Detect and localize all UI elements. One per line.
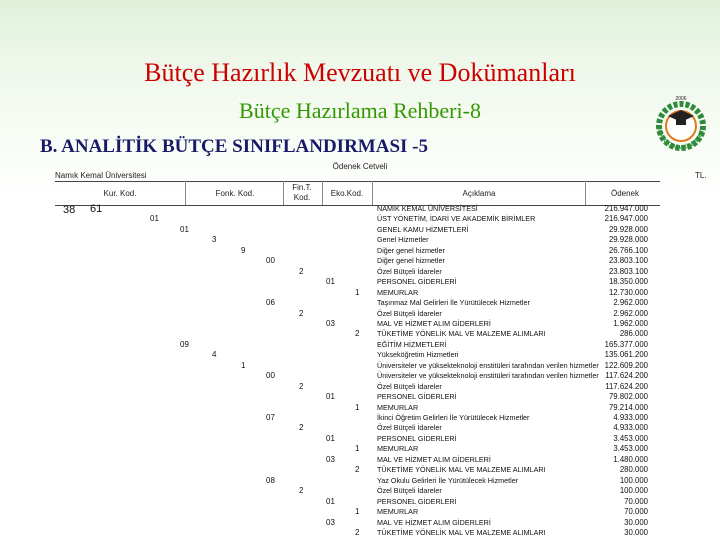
row-description: MAL VE HİZMET ALIM GİDERLERİ xyxy=(377,454,491,464)
row-description: PERSONEL GİDERLERİ xyxy=(377,496,457,506)
row-description: Üniversiteler ve yüksekteknoloji enstitüleri tarafından verilen hizmetler xyxy=(377,371,599,381)
header-kur-kod: Kur. Kod. xyxy=(103,189,137,198)
row-amount: 23.803.100 xyxy=(608,256,648,266)
row-amount: 100.000 xyxy=(619,486,648,496)
eko-code-1: 03 xyxy=(326,318,335,328)
row-description: Genel Hizmetler xyxy=(377,235,429,245)
row-description: Özel Bütçeli İdareler xyxy=(377,381,442,391)
row-description: Taşınmaz Mal Gelirleri İle Yürütülecek Hizmetler xyxy=(377,298,530,308)
eko-code-2: 1 xyxy=(355,507,360,517)
row-description: PERSONEL GİDERLERİ xyxy=(377,392,457,402)
row-description: Diğer genel hizmetler xyxy=(377,245,445,255)
row-amount: 1.962.000 xyxy=(613,318,648,328)
university-logo xyxy=(648,86,714,166)
kurum-code-3: 01 xyxy=(150,214,159,224)
row-amount: 4.933.000 xyxy=(613,423,648,433)
fonk-code-2: 4 xyxy=(212,350,217,360)
eko-code-1: 01 xyxy=(326,277,335,287)
row-description: TÜKETİME YÖNELİK MAL VE MALZEME ALIMLARI xyxy=(377,465,546,475)
fonk-code-4: 00 xyxy=(266,256,275,266)
row-amount: 29.928.000 xyxy=(608,224,648,234)
row-description: NAMIK KEMAL ÜNİVERSİTESİ xyxy=(377,204,478,213)
fonk-code-1: 09 xyxy=(180,339,189,349)
eko-code-1: 01 xyxy=(326,496,335,506)
row-description: Özel Bütçeli İdareler xyxy=(377,266,442,276)
slide-title: Bütçe Hazırlık Mevzuatı ve Dokümanları xyxy=(144,58,576,87)
kurum-code-1: 38 xyxy=(63,204,76,216)
slide-subtitle: Bütçe Hazırlama Rehberi-8 xyxy=(239,98,481,123)
eko-code-2: 1 xyxy=(355,402,360,412)
row-description: Özel Bütçeli İdareler xyxy=(377,308,442,318)
row-description: İkinci Öğretim Gelirleri İle Yürütülecek Hizmetler xyxy=(377,413,530,422)
logo-text: NAMIK KEMAL ÜNİVERSİT xyxy=(655,125,706,152)
row-amount: 1.480.000 xyxy=(613,454,648,464)
logo-year: 2006 xyxy=(675,96,687,102)
fonk-code-4: 00 xyxy=(266,371,275,381)
row-amount: 3.453.000 xyxy=(613,433,648,443)
row-amount: 4.933.000 xyxy=(613,413,648,422)
row-description: MEMURLAR xyxy=(377,402,419,412)
row-amount: 18.350.000 xyxy=(608,277,648,287)
row-amount: 30.000 xyxy=(624,517,648,527)
row-amount: 286.000 xyxy=(619,329,648,339)
header-bottom-rule xyxy=(55,205,660,206)
row-amount: 30.000 xyxy=(624,527,648,537)
row-amount: 135.061.200 xyxy=(604,350,648,360)
row-description: Üniversiteler ve yüksekteknoloji enstitüleri tarafından verilen hizmetler xyxy=(377,360,599,370)
row-description: MEMURLAR xyxy=(377,287,419,297)
section-title: B. ANALİTİK BÜTÇE SINIFLANDIRMASI -5 xyxy=(40,136,428,157)
row-amount: 2.962.000 xyxy=(613,298,648,308)
row-amount: 280.000 xyxy=(619,465,648,475)
eko-code-2: 1 xyxy=(355,444,360,454)
row-amount: 70.000 xyxy=(624,496,648,506)
fonk-code-4: 07 xyxy=(266,413,275,422)
fin-code: 2 xyxy=(299,381,304,391)
fonk-code-2: 3 xyxy=(212,235,217,245)
row-description: GENEL KAMU HİZMETLERİ xyxy=(377,224,469,234)
header-aciklama: Açıklama xyxy=(462,189,496,198)
eko-code-1: 03 xyxy=(326,454,335,464)
eko-code-2: 2 xyxy=(355,329,360,339)
row-amount: 117.624.200 xyxy=(605,381,648,391)
row-amount: 216.947.000 xyxy=(604,204,648,213)
fonk-code-3: 9 xyxy=(241,245,246,255)
row-description: Yaz Okulu Gelirleri İle Yürütülecek Hizmetler xyxy=(377,475,519,485)
row-description: MEMURLAR xyxy=(377,507,419,517)
row-description: TÜKETİME YÖNELİK MAL VE MALZEME ALIMLARI xyxy=(377,527,546,537)
row-amount: 26.766.100 xyxy=(608,245,648,255)
row-amount: 165.377.000 xyxy=(604,339,648,349)
header-top-rule xyxy=(55,181,660,182)
fin-code: 2 xyxy=(299,266,304,276)
row-description: PERSONEL GİDERLERİ xyxy=(377,433,457,443)
currency-label: TL. xyxy=(695,171,707,180)
row-description: EĞİTİM HİZMETLERİ xyxy=(377,339,447,349)
fonk-code-1: 01 xyxy=(180,224,189,234)
row-description: MEMURLAR xyxy=(377,444,419,454)
row-description: TÜKETİME YÖNELİK MAL VE MALZEME ALIMLARI xyxy=(377,329,546,339)
row-amount: 29.928.000 xyxy=(608,235,648,245)
header-eko-kod: Eko.Kod. xyxy=(330,189,364,198)
column-divider xyxy=(372,181,373,205)
fin-code: 2 xyxy=(299,423,304,433)
fin-code: 2 xyxy=(299,486,304,496)
row-amount: 23.803.100 xyxy=(608,266,648,276)
row-amount: 70.000 xyxy=(624,507,648,517)
eko-code-1: 01 xyxy=(326,392,335,402)
column-divider xyxy=(585,181,586,205)
row-amount: 12.730.000 xyxy=(608,287,648,297)
row-description: MAL VE HİZMET ALIM GİDERLERİ xyxy=(377,318,491,328)
row-amount: 100.000 xyxy=(619,475,648,485)
eko-code-2: 1 xyxy=(355,287,360,297)
table-caption: Ödenek Cetveli xyxy=(332,162,388,171)
row-description: PERSONEL GİDERLERİ xyxy=(377,277,457,287)
fonk-code-4: 06 xyxy=(266,298,275,308)
header-fonk-kod: Fonk. Kod. xyxy=(215,189,255,198)
institution-name: Namık Kemal Üniversitesi xyxy=(55,171,147,180)
fonk-code-4: 08 xyxy=(266,475,275,485)
kurum-code-2: 61 xyxy=(90,203,103,215)
row-description: Yükseköğretim Hizmetleri xyxy=(377,350,459,360)
header-fin-kod: Fin.T. Kod. xyxy=(292,183,312,202)
row-amount: 122.609.200 xyxy=(604,360,648,370)
row-amount: 2.962.000 xyxy=(613,308,648,318)
row-description: Özel Bütçeli İdareler xyxy=(377,423,442,433)
row-amount: 3.453.000 xyxy=(613,444,648,454)
row-amount: 117.624.200 xyxy=(605,371,648,381)
row-amount: 216.947.000 xyxy=(604,214,648,224)
row-amount: 79.802.000 xyxy=(608,392,648,402)
row-amount: 79.214.000 xyxy=(608,402,648,412)
header-odenek: Ödenek xyxy=(610,189,640,198)
column-divider xyxy=(185,181,186,205)
eko-code-2: 2 xyxy=(355,527,360,537)
eko-code-1: 03 xyxy=(326,517,335,527)
row-description: MAL VE HİZMET ALIM GİDERLERİ xyxy=(377,517,491,527)
row-description: Diğer genel hizmetler xyxy=(377,256,445,266)
eko-code-2: 2 xyxy=(355,465,360,475)
row-description: Özel Bütçeli İdareler xyxy=(377,486,442,496)
eko-code-1: 01 xyxy=(326,433,335,443)
row-description: ÜST YÖNETİM, İDARİ VE AKADEMİK BİRİMLER xyxy=(377,214,536,224)
fin-code: 2 xyxy=(299,308,304,318)
fonk-code-3: 1 xyxy=(241,360,246,370)
